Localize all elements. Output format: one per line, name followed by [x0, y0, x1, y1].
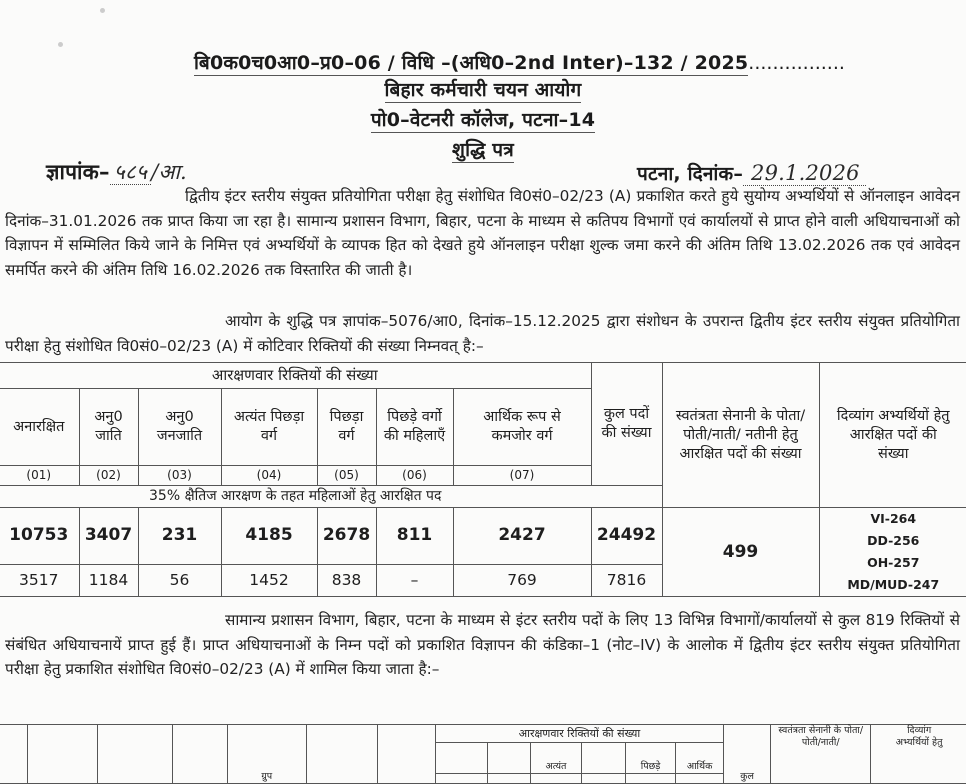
header-st: अनु0 जनजाति: [138, 389, 221, 466]
t2-header-divyang: दिव्यांग अभ्यर्थियों हेतु: [871, 725, 966, 784]
row2-bc: 838: [317, 564, 376, 596]
t2-header-total: कुल: [724, 725, 771, 784]
paragraph-1-text: द्वितीय इंटर स्तरीय संयुक्त प्रतियोगिता परीक्षा हेतु संशोधित वि0सं0–02/23 (A) प्रकाशित करते हुये सुयोग्य अभ्यर्थियों से ऑनलाइन आवेदन दिनांक–31.01.2026 तक प्राप्त किया जा रहा है। सामान्य प्रशासन विभाग, बिहार, पटना के माध्यम से कतिपय विभागों एवं कार्यालयों से प्राप्त होने वाली अधियाचनाओं को विज्ञापन में सम्मिलित किये जाने के निमित्त एवं अभ्यर्थियों के व्यापक हित को देखते हुये ऑनलाइन परीक्षा शुल्क जमा करने की अंतिम तिथि 13.02.2026 तक एवं आवेदन समर्पित करने की अंतिम तिथि 16.02.2026 तक विस्तारित की जाती है।: [5, 187, 960, 279]
t2-col-3: [97, 725, 172, 784]
t2-col-5-label: ग्रुप: [261, 771, 272, 782]
date-handwritten: 29.1.2026: [743, 161, 866, 186]
row2-ews: 769: [453, 564, 591, 596]
row1-ews: 2427: [453, 508, 591, 565]
row2-bc-women: –: [376, 564, 453, 596]
place-date-label: पटना, दिनांक–: [637, 163, 743, 185]
divyang-oh: OH-257: [820, 552, 966, 574]
document-title-text: शुद्धि पत्र: [452, 139, 514, 163]
t2-col-2: [27, 725, 97, 784]
header-unreserved: अनारक्षित: [0, 389, 79, 466]
row2-sc: 1184: [79, 564, 138, 596]
organization-name: [0, 76, 966, 102]
header-freedom-fighter: स्वतंत्रता सेनानी के पोता/पोती/नाती/ नतीनी हेतु आरक्षित पदों की संख्या: [662, 363, 819, 508]
row1-sc: 3407: [79, 508, 138, 565]
code-03: (03): [138, 466, 221, 486]
organization-address: [0, 106, 966, 132]
row1-total: 24492: [591, 508, 662, 565]
memo-label: ज्ञापांक–: [46, 160, 110, 184]
t2-col-7: [377, 725, 435, 784]
memo-number: [46, 158, 187, 186]
header-ebc: अत्यंत पिछड़ा वर्ग: [221, 389, 317, 466]
freedom-fighter-value: 499: [662, 508, 819, 597]
t2-sub-3: अत्यंत: [530, 743, 581, 774]
code-04: (04): [221, 466, 317, 486]
memo-place-date: [637, 160, 866, 186]
t2-sub-5: पिछड़े: [626, 743, 676, 774]
reservation-group-header: आरक्षणवार रिक्तियों की संख्या: [0, 363, 591, 389]
scan-speck: [58, 42, 63, 47]
header-bc: पिछड़ा वर्ग: [317, 389, 376, 466]
divyang-md-mud: MD/MUD-247: [820, 574, 966, 596]
code-01: (01): [0, 466, 79, 486]
women-reservation-note: 35% क्षैतिज आरक्षण के तहत महिलाओं हेतु आरक्षित पद: [0, 486, 662, 508]
t2-sub-1: [435, 743, 487, 774]
t2-col-5: [227, 725, 306, 784]
requisition-table: [0, 724, 966, 784]
t2-col-4: [172, 725, 227, 784]
t2-reservation-group-header: आरक्षणवार रिक्तियों की संख्या: [435, 725, 723, 743]
paragraph-category-vacancies: [5, 309, 960, 358]
header-sc: अनु0 जाति: [79, 389, 138, 466]
code-06: (06): [376, 466, 453, 486]
paragraph-deadline-extension: [5, 184, 960, 282]
organization-address-text: पो0–वेटनरी कॉलेज, पटना–14: [371, 109, 595, 133]
vacancy-table: [0, 362, 966, 597]
row1-st: 231: [138, 508, 221, 565]
code-05: (05): [317, 466, 376, 486]
row1-ebc: 4185: [221, 508, 317, 565]
reference-number: [194, 49, 845, 75]
t2-sub-6: आर्थिक: [676, 743, 724, 774]
code-02: (02): [79, 466, 138, 486]
header-ews: आर्थिक रूप से कमजोर वर्ग: [453, 389, 591, 466]
t2-header-freedom-fighter: स्वतंत्रता सेनानी के पोता/ पोती/नाती/: [771, 725, 871, 784]
divyang-values: [819, 508, 966, 597]
memo-number-handwritten: ५८५: [110, 160, 151, 185]
t2-sub-2: [487, 743, 530, 774]
t2-col-1: [0, 725, 27, 784]
row2-ebc: 1452: [221, 564, 317, 596]
row1-unreserved: 10753: [0, 508, 79, 565]
row1-bc-women: 811: [376, 508, 453, 565]
row2-total: 7816: [591, 564, 662, 596]
header-total-posts: कुल पदों की संख्या: [591, 363, 662, 486]
header-bc-women: पिछड़े वर्गो की महिलाएँ: [376, 389, 453, 466]
row2-unreserved: 3517: [0, 564, 79, 596]
reference-dots: ................: [748, 52, 845, 74]
t2-sub-4: [582, 743, 626, 774]
header-divyang: दिव्यांग अभ्यर्थियों हेतु आरक्षित पदों की संख्या: [819, 363, 966, 508]
row2-st: 56: [138, 564, 221, 596]
scan-speck: [100, 8, 105, 13]
paragraph-additional-requisitions: [5, 608, 960, 682]
code-07: (07): [453, 466, 591, 486]
divyang-dd: DD-256: [820, 530, 966, 552]
memo-suffix-handwritten: /आ.: [151, 160, 187, 184]
row1-bc: 2678: [317, 508, 376, 565]
divyang-vi: VI-264: [820, 508, 966, 530]
paragraph-2-text: आयोग के शुद्धि पत्र ज्ञापांक–5076/आ0, दिनांक–15.12.2025 द्वारा संशोधन के उपरान्त द्वितीय इंटर स्तरीय संयुक्त प्रतियोगिता परीक्षा हेतु संशोधित वि0सं0–02/23 (A) में कोटिवार रिक्तियों की संख्या निम्नवत् है:–: [5, 312, 960, 355]
reference-number-text: बि0क0च0आ0–प्र0–06 / विधि –(अधि0–2nd Inter)–132 / 2025: [194, 52, 748, 76]
t2-col-6: [306, 725, 377, 784]
paragraph-3-text: सामान्य प्रशासन विभाग, बिहार, पटना के माध्यम से इंटर स्तरीय पदों के लिए 13 विभिन्न विभागों/कार्यालयों से कुल 819 रिक्तियों से संबंधित अधियाचनायें प्राप्त हुई हैं। प्राप्त अधियाचनाओं के निम्न पदों को प्रकाशित विज्ञापन की कंडिका–1 (नोट–IV) के आलोक में द्वितीय इंटर स्तरीय संयुक्त प्रतियोगिता परीक्षा हेतु प्रकाशित संशोधित वि0सं0–02/23 (A) में शामिल किया जाता है:–: [5, 611, 960, 678]
organization-name-text: बिहार कर्मचारी चयन आयोग: [385, 79, 582, 103]
